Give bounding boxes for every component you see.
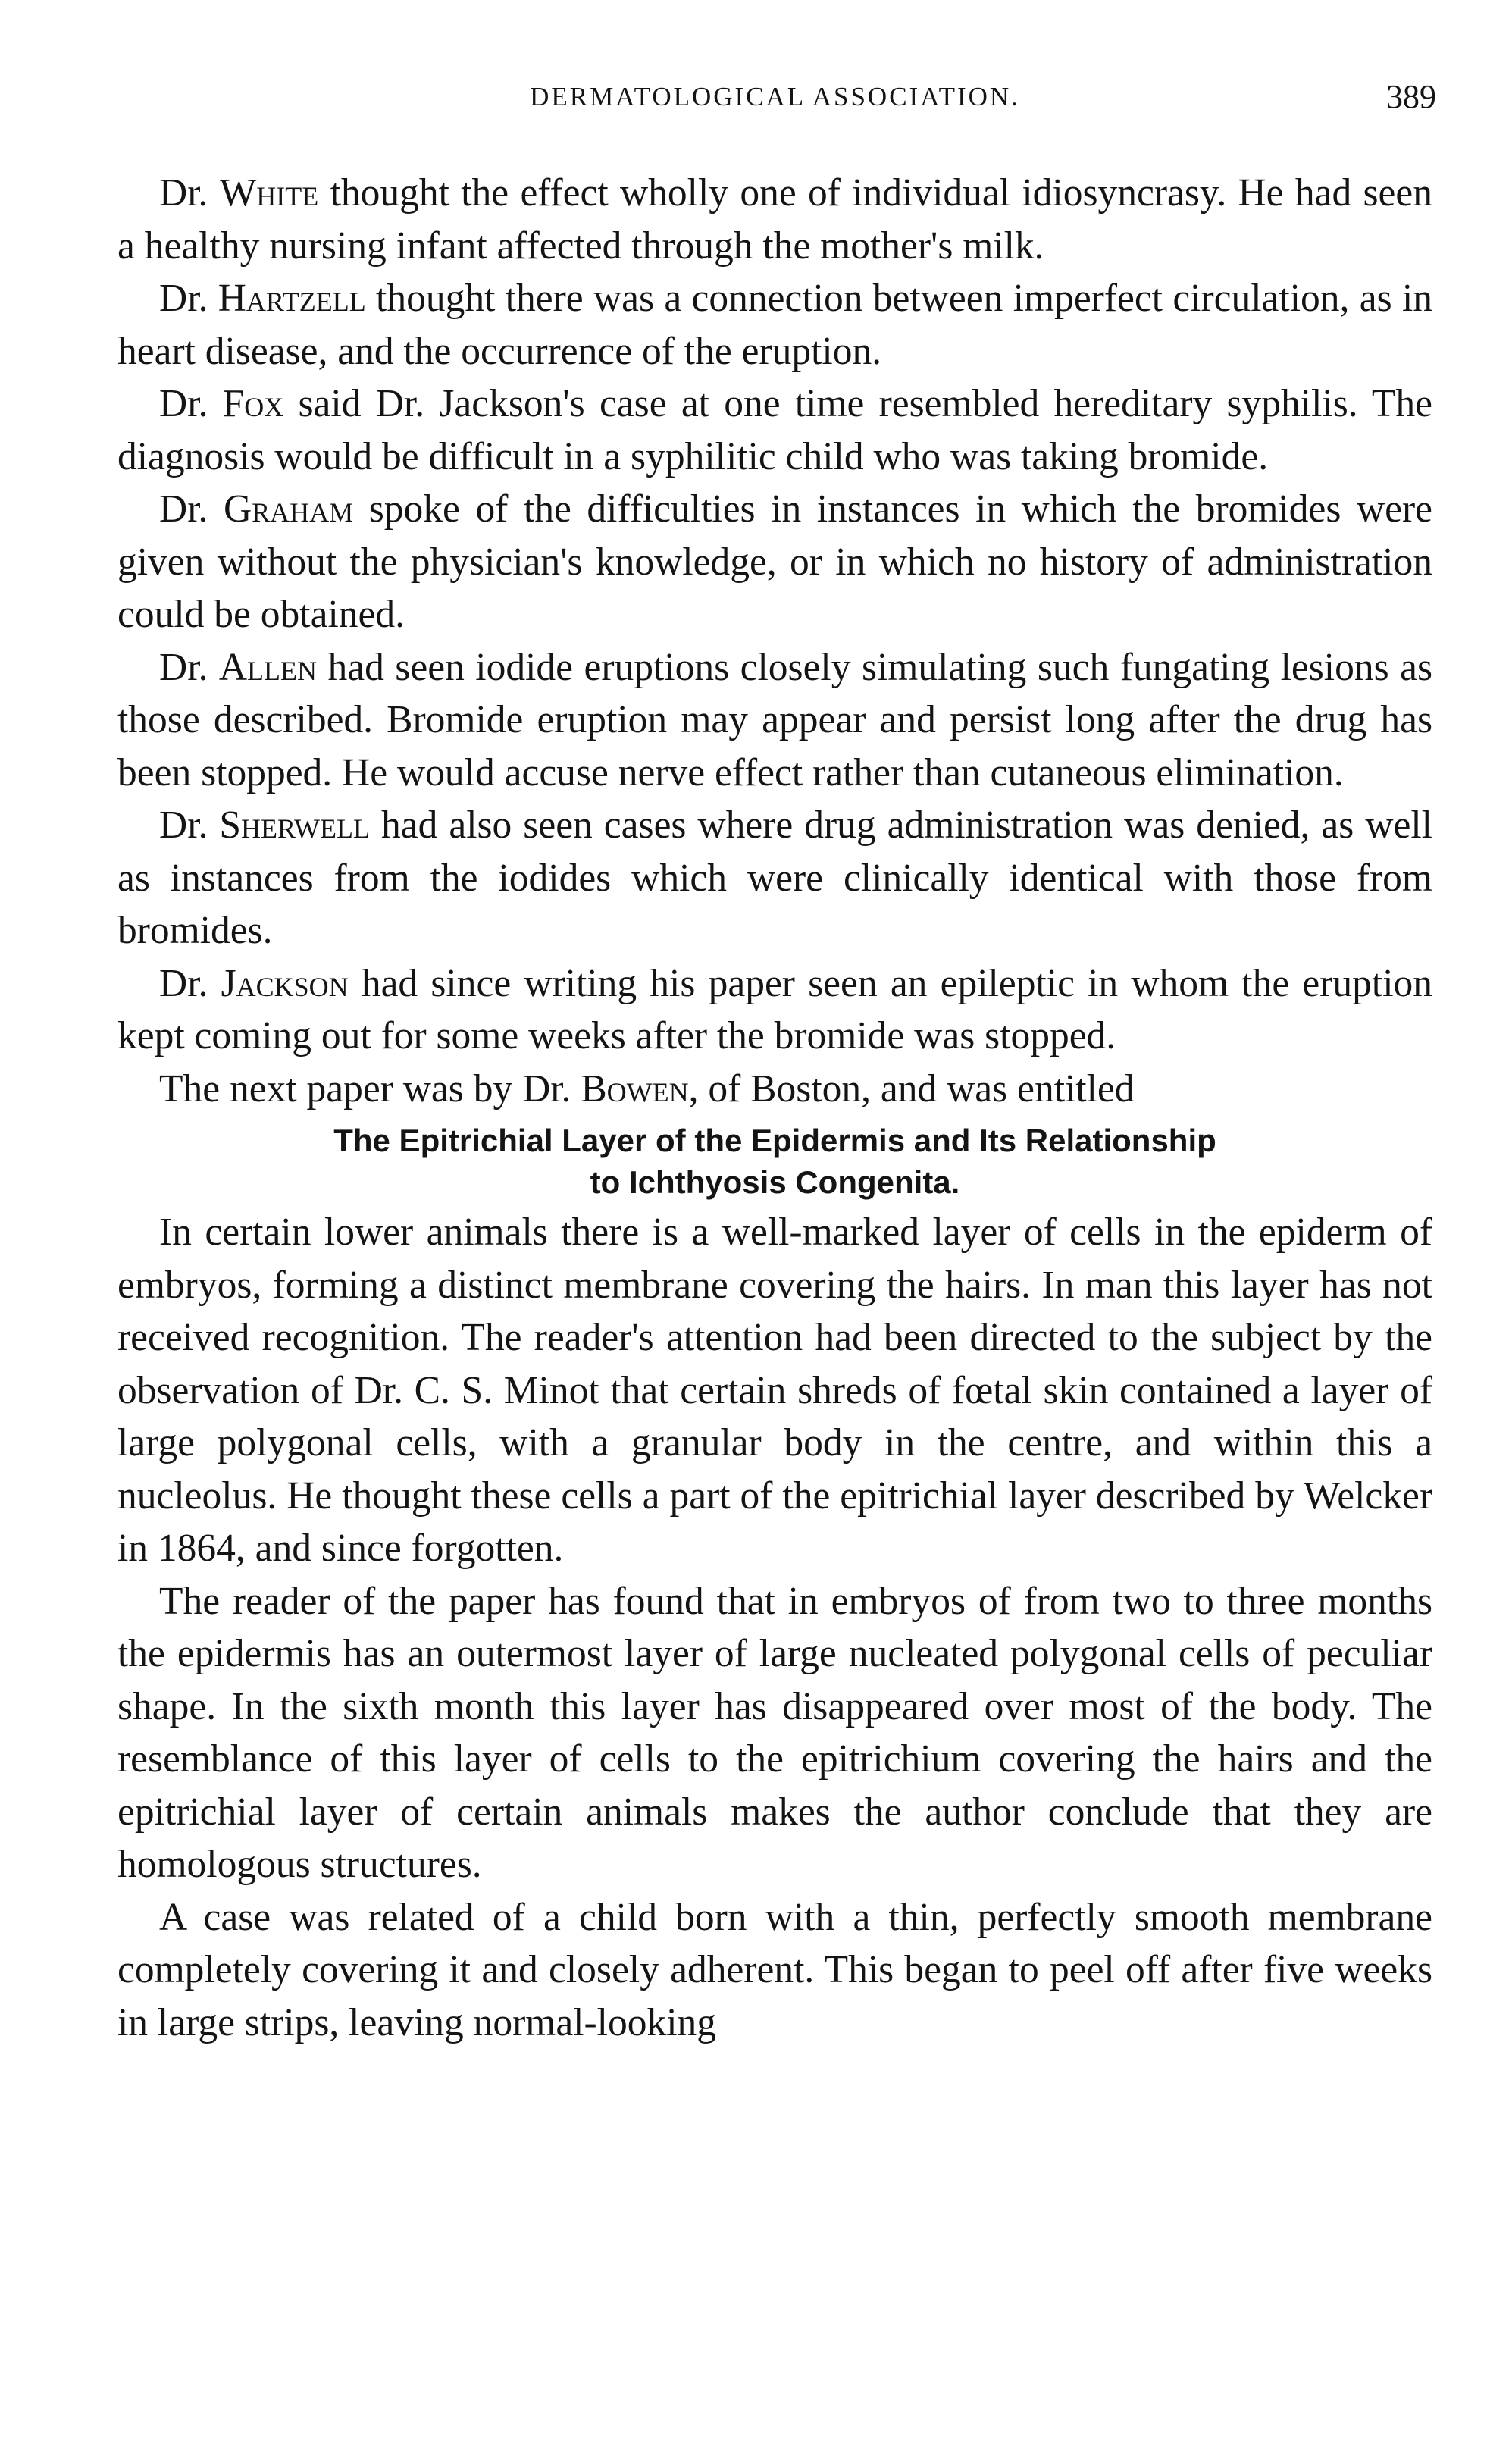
discussion-paragraph: Dr. White thought the effect wholly one of individual idiosyncrasy. He had seen a healthy nursing infant affected through the mother's milk. (117, 171, 1433, 268)
speaker-name: Bowen (581, 1067, 689, 1110)
body-paragraph: The reader of the paper has found that in embryos of from two to three months the epidermis has an outermost layer of large nucleated polygonal cells of peculiar shape. In the sixth month this layer has disappeared over most of the body. The resemblance of this layer of cells to the epitrichium covering the hairs and the epitrichial layer of certain animals makes the author conclude that they are homologous structures. (117, 1579, 1432, 1886)
body-paragraph: In certain lower animals there is a well-marked layer of cells in the epiderm of embryos, forming a distinct membrane covering the hairs. In man this layer has not received recognition. The reader's attention had been directed to the subject by the observation of Dr. C. S. Minot that certain shreds of fœtal skin contained a layer of large polygonal cells, with a granular body in the centre, and within this a nucleolus. He thought these cells a part of the epitrichial layer described by Welcker in 1864, and since forgotten. (117, 1211, 1432, 1570)
discussion-paragraph: Dr. Allen had seen iodide eruptions closely simulating such fungating lesions as those described. Bromide eruption may appear and persist long after the drug has been stopped. He would accuse nerve effect rather than cutaneous elimination. (117, 645, 1432, 794)
paper-title: The Epitrichial Layer of the Epidermis and Its Relationship to Ichthyosis Congenita. (333, 1123, 1216, 1200)
body-text (117, 167, 1432, 2049)
speaker-name: White (219, 171, 319, 215)
speaker-name: Allen (218, 645, 318, 689)
speaker-name: Hartzell (218, 277, 366, 320)
discussion-paragraph: Dr. Graham spoke of the difficulties in instances in which the bromides were given without the physician's knowledge, or in which no history of administration could be obtained. (117, 487, 1432, 636)
speaker-name: Fox (222, 382, 284, 425)
intro-paragraph: The next paper was by Dr. Bowen, of Boston, and was entitled (159, 1067, 1135, 1110)
running-head: DERMATOLOGICAL ASSOCIATION. (530, 82, 1020, 111)
speaker-name: Sherwell (219, 803, 370, 847)
discussion-paragraph: Dr. Sherwell had also seen cases where drug administration was denied, as well as instances from the iodides which were clinically identical with those from bromides. (117, 803, 1432, 952)
page-header (114, 78, 1436, 127)
page-number: 389 (1386, 78, 1436, 115)
body-paragraph: A case was related of a child born with a thin, perfectly smooth membrane completely covering it and closely adherent. This began to peel off after five weeks in large strips, leaving normal-looking (117, 1895, 1432, 2044)
speaker-name: Jackson (221, 961, 349, 1005)
discussion-paragraph: Dr. Hartzell thought there was a connection between imperfect circulation, as in heart disease, and the occurrence of the eruption. (117, 277, 1432, 373)
discussion-paragraph: Dr. Jackson had since writing his paper seen an epileptic in whom the eruption kept coming out for some weeks after the bromide was stopped. (117, 961, 1432, 1057)
discussion-paragraph: Dr. Fox said Dr. Jackson's case at one time resembled hereditary syphilis. The diagnosis would be difficult in a syphilitic child who was taking bromide. (117, 382, 1432, 478)
speaker-name: Graham (223, 487, 354, 531)
